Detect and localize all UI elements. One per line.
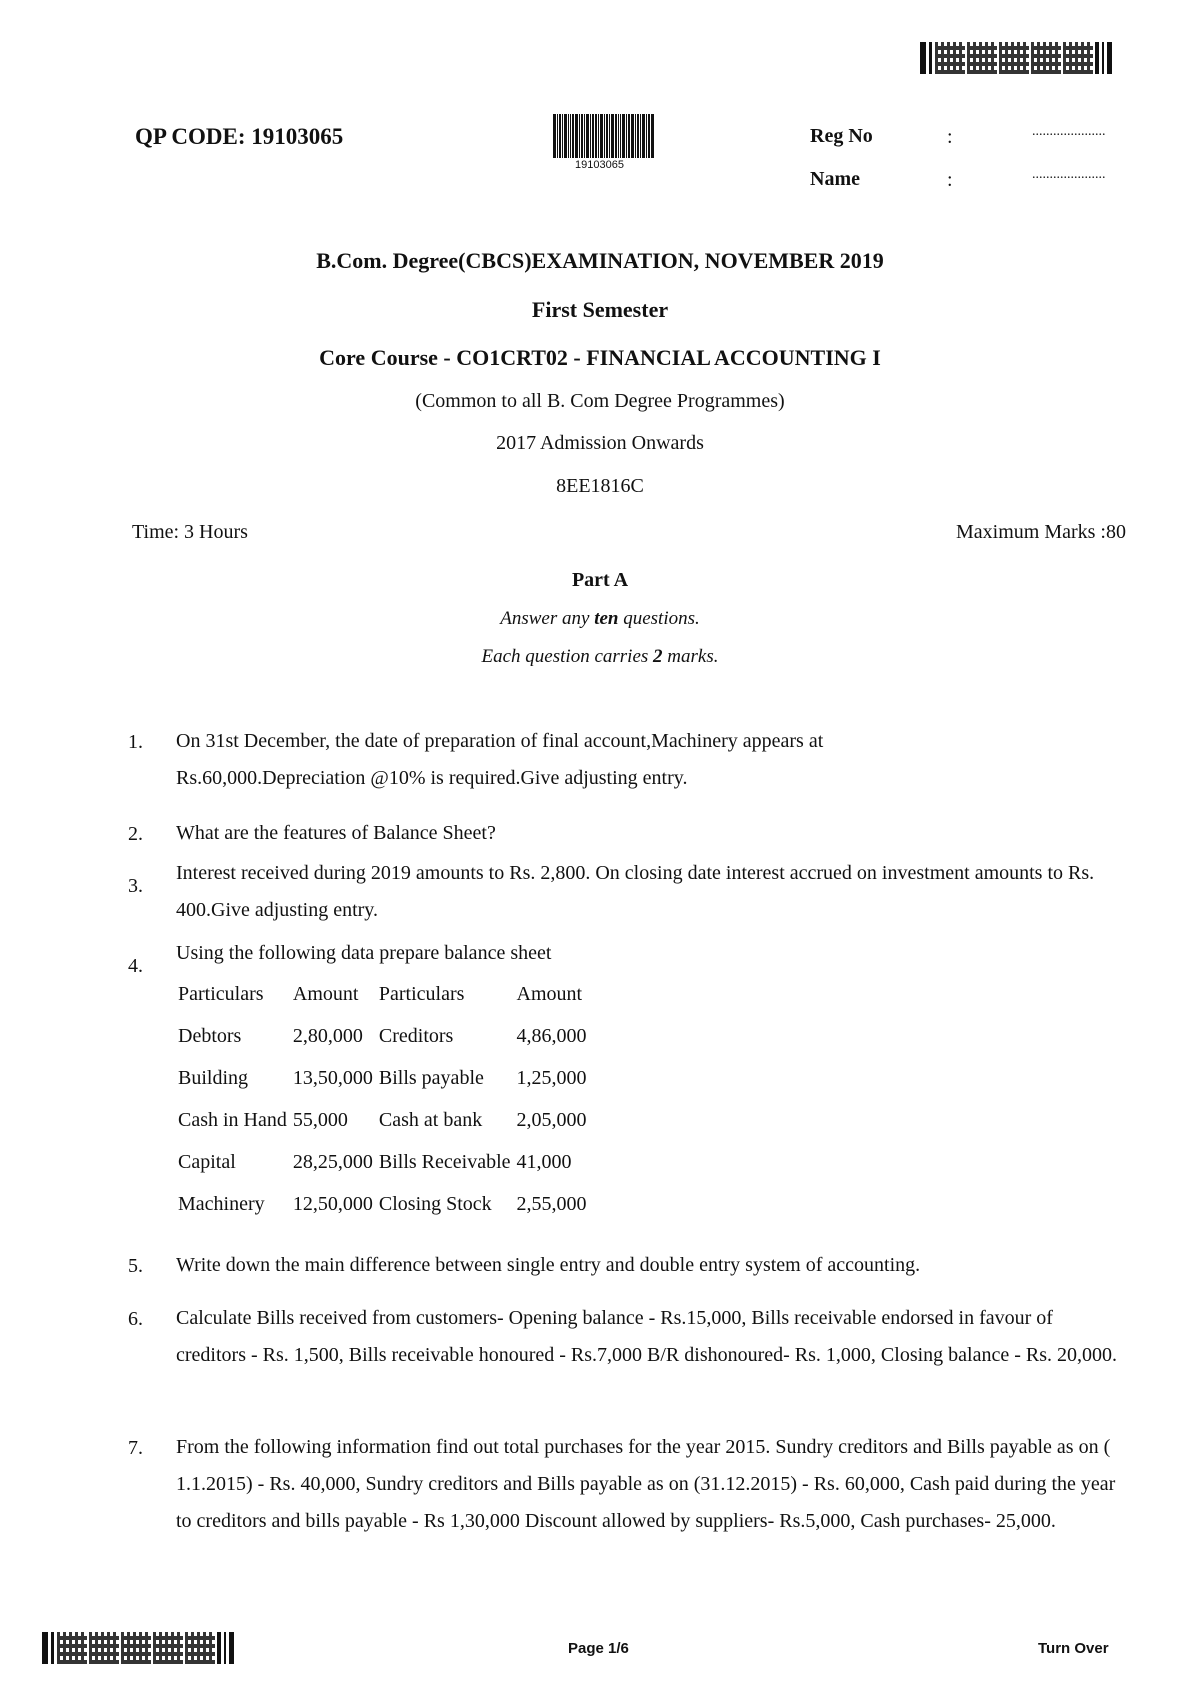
table-cell: Creditors bbox=[378, 1024, 454, 1047]
common-note: (Common to all B. Com Degree Programmes) bbox=[415, 390, 785, 412]
table-row bbox=[176, 1183, 591, 1225]
exam-title: B.Com. Degree(CBCS)EXAMINATION, NOVEMBER 2019 bbox=[316, 248, 884, 273]
table-header: Particulars bbox=[378, 982, 465, 1005]
instruction-1-text: Answer any ten questions. bbox=[500, 608, 700, 629]
table-cell: 1,25,000 bbox=[516, 1066, 587, 1089]
table-cell: Capital bbox=[178, 1150, 236, 1173]
barcode-number: 19103065 bbox=[575, 159, 624, 171]
table-row bbox=[176, 1099, 591, 1141]
question-3-number: 3. bbox=[128, 875, 143, 897]
table-cell: Debtors bbox=[178, 1024, 242, 1047]
table-cell: 2,05,000 bbox=[516, 1108, 587, 1131]
table-cell: Building bbox=[178, 1066, 249, 1089]
part-instruction-2 bbox=[0, 646, 1200, 668]
time-allowed: Time: 3 Hours bbox=[132, 521, 248, 543]
page-number: Page 1/6 bbox=[568, 1640, 629, 1657]
question-2-text: What are the features of Balance Sheet? bbox=[176, 822, 496, 844]
reg-no-colon: : bbox=[947, 126, 953, 148]
maximum-marks: Maximum Marks :80 bbox=[956, 521, 1126, 543]
paper-code: 8EE1816C bbox=[556, 475, 644, 497]
part-title: Part A bbox=[571, 569, 629, 591]
name-field[interactable]: ..................... bbox=[1032, 167, 1106, 182]
table-cell: 28,25,000 bbox=[292, 1150, 373, 1173]
table-cell: Bills Receivable bbox=[378, 1150, 511, 1173]
question-1-text: On 31st December, the date of preparation of final account,Machinery appears at Rs.60,000.Depreciation @10% is required.Give adjusting entry. bbox=[176, 730, 824, 789]
bottom-left-code-strip bbox=[42, 1632, 248, 1664]
course-title: Core Course - CO1CRT02 - FINANCIAL ACCOUNTING I bbox=[319, 345, 881, 370]
question-4-number: 4. bbox=[128, 955, 143, 977]
turn-over: Turn Over bbox=[1038, 1640, 1109, 1657]
part-instruction-1 bbox=[0, 608, 1200, 630]
question-3-text: Interest received during 2019 amounts to Rs. 2,800. On closing date interest accrued on investment amounts to Rs. 400.Give adjusting entry. bbox=[176, 862, 1095, 921]
table-cell: Closing Stock bbox=[378, 1192, 492, 1215]
table-cell: 2,80,000 bbox=[292, 1024, 363, 1047]
reg-no-label: Reg No bbox=[810, 125, 873, 147]
balance-data-table bbox=[176, 973, 591, 1225]
name-colon: : bbox=[947, 169, 953, 191]
table-cell: 55,000 bbox=[292, 1108, 348, 1131]
table-cell: Cash in Hand bbox=[178, 1108, 287, 1131]
table-header: Amount bbox=[292, 982, 359, 1005]
table-header: Amount bbox=[516, 982, 583, 1005]
qp-code: QP CODE: 19103065 bbox=[135, 124, 344, 149]
table-header-row bbox=[176, 973, 591, 1015]
table-cell: 12,50,000 bbox=[292, 1192, 373, 1215]
question-1-number: 1. bbox=[128, 731, 143, 753]
table-cell: Machinery bbox=[178, 1192, 265, 1215]
admission-note: 2017 Admission Onwards bbox=[496, 432, 704, 454]
table-row bbox=[176, 1057, 591, 1099]
question-6-number: 6. bbox=[128, 1308, 143, 1330]
question-6-text: Calculate Bills received from customers- Opening balance - Rs.15,000, Bills receivable endorsed in favour of creditors - Rs. 1,500, Bills receivable honoured - Rs.7,000 B/R dishonoured- Rs. 1,000, Closing balance - Rs. 20,000. bbox=[176, 1307, 1118, 1366]
question-7-number: 7. bbox=[128, 1437, 143, 1459]
semester: First Semester bbox=[531, 297, 669, 322]
table-cell: 41,000 bbox=[516, 1150, 572, 1173]
table-cell: 13,50,000 bbox=[292, 1066, 373, 1089]
table-row bbox=[176, 1141, 591, 1183]
question-4-text: Using the following data prepare balance sheet bbox=[176, 942, 552, 964]
name-label: Name bbox=[810, 168, 860, 190]
top-right-code-strip bbox=[920, 42, 1126, 74]
table-cell: Bills payable bbox=[378, 1066, 484, 1089]
question-7-text: From the following information find out total purchases for the year 2015. Sundry creditors and Bills payable as on ( 1.1.2015) - Rs. 40,000, Sundry creditors and Bills payable as on (31.12.2015) - Rs. 60,000, Cash paid during the year to creditors and bills payable - Rs 1,30,000 Discount allowed by suppliers- Rs.5,000, Cash purchases- 25,000. bbox=[176, 1436, 1116, 1532]
table-row bbox=[176, 1015, 591, 1057]
question-2-number: 2. bbox=[128, 823, 143, 845]
center-barcode bbox=[553, 114, 673, 158]
question-5-text: Write down the main difference between single entry and double entry system of accounting. bbox=[176, 1254, 921, 1276]
table-cell: 2,55,000 bbox=[516, 1192, 587, 1215]
instruction-2-text: Each question carries 2 marks. bbox=[481, 646, 719, 667]
table-cell: 4,86,000 bbox=[516, 1024, 587, 1047]
table-header: Particulars bbox=[178, 982, 264, 1005]
question-5-number: 5. bbox=[128, 1255, 143, 1277]
table-cell: Cash at bank bbox=[378, 1108, 483, 1131]
reg-no-field[interactable]: ..................... bbox=[1032, 124, 1106, 139]
